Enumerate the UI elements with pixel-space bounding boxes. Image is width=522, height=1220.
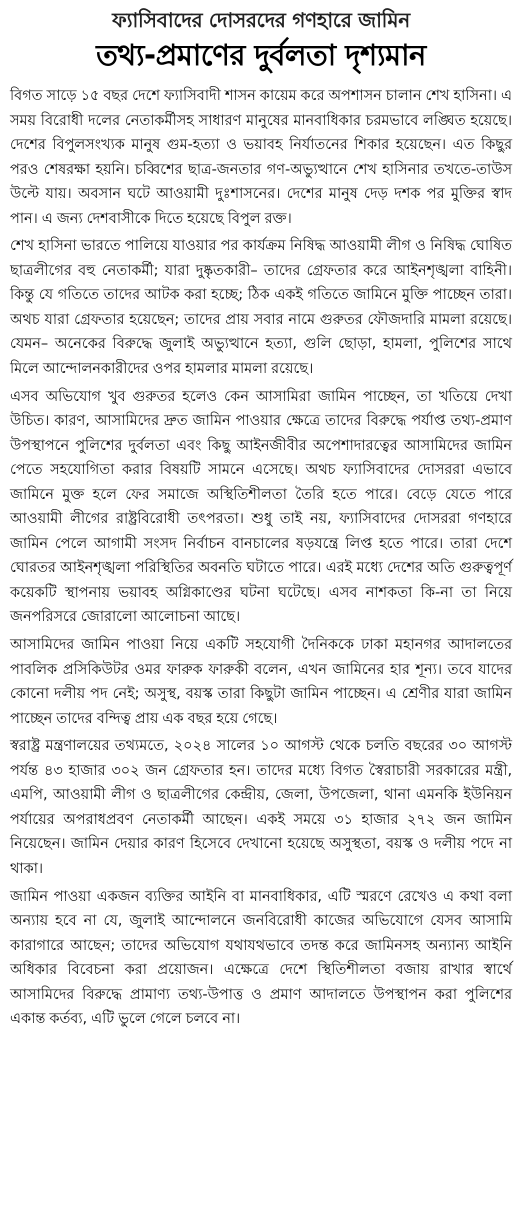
paragraph: স্বরাষ্ট্র মন্ত্রণালয়ের তথ্যমতে, ২০২৪ সালের ১০ আগস্ট থেকে চলতি বছরের ৩০ আগস্ট পর্যন্ত ৪৩ হাজার ৩০২ জন গ্রেফতার হন। তাদের মধ্যে বিগত স্বৈরাচারী সরকারের মন্ত্রী, এমপি, আওয়ামী লীগ ও ছাত্রলীগের কেন্দ্রীয়, জেলা, উপজেলা, থানা এমনকি ইউনিয়ন পর্যায়ের অপরাধপ্রবণ নেতাকর্মী আছেন। একই সময়ে ৩১ হাজার ২৭২ জন জামিন নিয়েছেন। জামিন দেয়ার কারণ হিসেবে দেখানো হয়েছে অসুস্থতা, বয়স্ক ও দলীয় পদে না থাকা। bbox=[10, 737, 512, 877]
paragraph: আসামিদের জামিন পাওয়া নিয়ে একটি সহযোগী দৈনিককে ঢাকা মহানগর আদালতের পাবলিক প্রসিকিউটর ওমর ফারুক ফারুকী বলেন, এখন জামিনের হার শূন্য। তবে যাদের কোনো দলীয় পদ নেই; অসুস্থ, বয়স্ক তারা কিছুটা জামিন পাচ্ছেন। এ শ্রেণীর যারা জামিন পাচ্ছেন তাদের বন্দিত্ব প্রায় এক বছর হয়ে গেছে। bbox=[10, 636, 512, 727]
paragraph: জামিন পাওয়া একজন ব্যক্তির আইনি বা মানবাধিকার, এটি স্মরণে রেখেও এ কথা বলা অন্যায় হবে না যে, জুলাই আন্দোলনে জনবিরোধী কাজের অভিযোগে যেসব আসামি কারাগারে আছেন; তাদের অভিযোগ যথাযথভাবে তদন্ত করে জামিনসহ অন্যান্য আইনি অধিকার বিবেচনা করা প্রয়োজন। এক্ষেত্রে দেশে স্থিতিশীলতা বজায় রাখার স্বার্থে আসামিদের বিরুদ্ধে প্রামাণ্য তথ্য-উপাত্ত ও প্রমাণ আদালতে উপস্থাপন করা পুলিশের একান্ত কর্তব্য, এটি ভুলে গেলে চলবে না। bbox=[10, 887, 512, 1028]
kicker-headline: ফ্যাসিবাদের দোসরদের গণহারে জামিন bbox=[112, 8, 410, 32]
paragraph: এসব অভিযোগ খুব গুরুতর হলেও কেন আসামিরা জামিন পাচ্ছেন, তা খতিয়ে দেখা উচিত। কারণ, আসামিদের দ্রুত জামিন পাওয়ার ক্ষেত্রে তাদের বিরুদ্ধে পর্যাপ্ত তথ্য-প্রমাণ উপস্থাপনে পুলিশের দুর্বলতা এবং কিছু আইনজীবীর অপেশাদারত্বের আসামিদের জামিন পেতে সহযোগিতা করার বিষয়টি সামনে এসেছে। অথচ ফ্যাসিবাদের দোসররা এভাবে জামিনে মুক্ত হলে ফের সমাজে অস্থিতিশীলতা তৈরি হতে পারে। বেড়ে যেতে পারে আওয়ামী লীগের রাষ্ট্রবিরোধী তৎপরতা। শুধু তাই নয়, ফ্যাসিবাদের দোসররা গণহারে জামিন পেলে আগামী সংসদ নির্বাচন বানচালের ষড়যন্ত্রে লিপ্ত হতে পারে। তারা দেশে ঘোরতর আইনশৃঙ্খলা পরিস্থিতির অবনতি ঘটাতে পারে। এরই মধ্যে দেশের অতি গুরুত্বপূর্ণ কয়েকটি স্থাপনায় ভয়াবহ অগ্নিকাণ্ডের ঘটনা ঘটেছে। এসব নাশকতা কি-না তা নিয়ে জনপরিসরে জোরালো আলোচনা আছে। bbox=[10, 387, 512, 626]
paragraph: বিগত সাড়ে ১৫ বছর দেশে ফ্যাসিবাদী শাসন কায়েম করে অপশাসন চালান শেখ হাসিনা। এ সময় বিরোধী দলের নেতাকর্মীসহ সাধারণ মানুষের মানবাধিকার চরমভাবে লঙ্ঘিত হয়েছে। দেশের বিপুলসংখ্যক মানুষ গুম-হত্যা ও ভয়াবহ নির্যাতনের শিকার হয়েছেন। এত কিছুর পরও শেষরক্ষা হয়নি। চব্বিশের ছাত্র-জনতার গণ-অভ্যুত্থানে শেখ হাসিনার তখতে-তাউস উল্টে যায়। অবসান ঘটে আওয়ামী দুঃশাসনের। দেশের মানুষ দেড় দশক পর মুক্তির স্বাদ পান। এ জন্য দেশবাসীকে দিতে হয়েছে বিপুল রক্ত। bbox=[10, 87, 512, 227]
paragraph: শেখ হাসিনা ভারতে পালিয়ে যাওয়ার পর কার্যক্রম নিষিদ্ধ আওয়ামী লীগ ও নিষিদ্ধ ঘোষিত ছাত্রলীগের বহু নেতাকর্মী; যারা দুষ্কৃতকারী– তাদের গ্রেফতার করে আইনশৃঙ্খলা বাহিনী। কিন্তু যে গতিতে তাদের আটক করা হচ্ছে; ঠিক একই গতিতে জামিনে মুক্তি পাচ্ছেন তারা। অথচ যারা গ্রেফতার হয়েছেন; তাদের প্রায় সবার নামে গুরুতর ফৌজদারি মামলা রয়েছে। যেমন– অনেকের বিরুদ্ধে জুলাই অভ্যুত্থানে হত্যা, গুলি ছোড়া, হামলা, পুলিশের সাথে মিলে আন্দোলনকারীদের ওপর হামলার মামলা রয়েছে। bbox=[10, 237, 512, 378]
main-headline: তথ্য-প্রমাণের দুর্বলতা দৃশ্যমান bbox=[96, 38, 426, 72]
article-body bbox=[10, 84, 512, 1032]
